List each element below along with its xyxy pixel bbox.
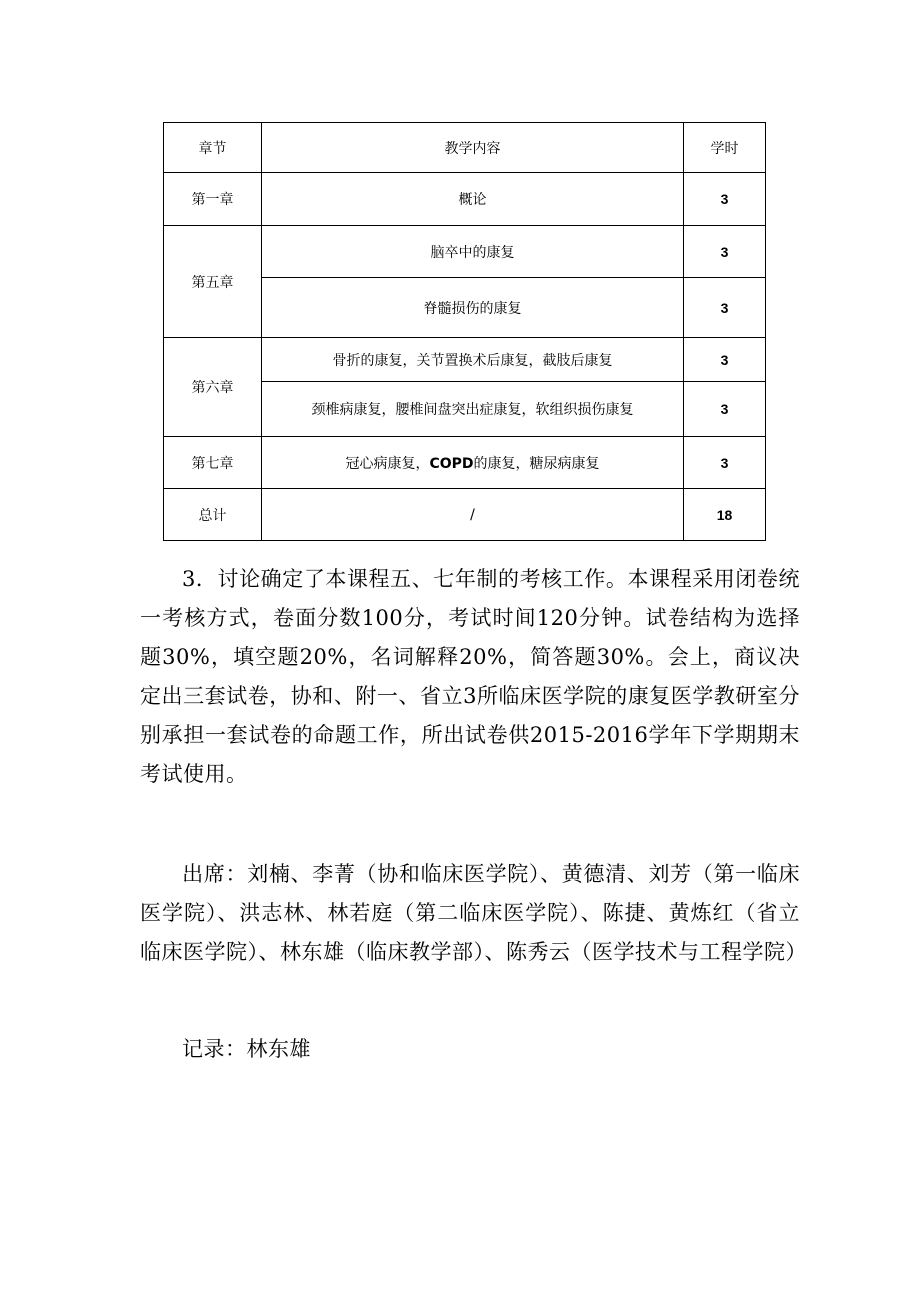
recorder-paragraph-text: 记录：林东雄 (182, 1037, 311, 1061)
exam-paragraph-text: 3．讨论确定了本课程五、七年制的考核工作。本课程采用闭卷统一考核方式，卷面分数100分，考试时间120分钟。试卷结构为选择题30%，填空题20%，名词解释20%，简答题30%。会上，商议决定出三套试卷，协和、附一、省立3所临床医学院的康复医学教研室分别承担一套试卷的命题工作，所出试卷供2015-2016学年下学期期末考试使用。 (140, 567, 800, 786)
hours-cell: 3 (684, 226, 766, 278)
hours-cell: 3 (684, 338, 766, 382)
chapter-cell: 第一章 (164, 173, 262, 226)
content-text-pre: 冠心病康复， (345, 455, 430, 472)
content-text-post: 的康复，糖尿病康复 (473, 455, 600, 472)
table-row (164, 437, 766, 489)
attendees-paragraph-text: 出席：刘楠、李菁（协和临床医学院）、黄德清、刘芳（第一临床医学院）、洪志林、林若庭（第二临床医学院）、陈捷、黄炼红（省立临床医学院）、林东雄（临床教学部）、陈秀云（医学技术与工程学院） (140, 862, 807, 964)
content-cell: 骨折的康复，关节置换术后康复，截肢后康复 (262, 338, 684, 382)
content-text-copd: COPD (429, 455, 474, 472)
header-chapter: 章节 (164, 123, 262, 173)
exam-paragraph (140, 560, 800, 794)
course-schedule-table (163, 122, 766, 541)
hours-cell: 3 (684, 278, 766, 338)
chapter-cell: 第五章 (164, 226, 262, 338)
content-cell: 概论 (262, 173, 684, 226)
chapter-cell: 第六章 (164, 338, 262, 437)
header-hours: 学时 (684, 123, 766, 173)
attendees-paragraph (140, 855, 807, 972)
content-cell (262, 437, 684, 489)
header-content: 教学内容 (262, 123, 684, 173)
total-label-cell: 总计 (164, 489, 262, 541)
content-cell: 脑卒中的康复 (262, 226, 684, 278)
table-header-row (164, 123, 766, 173)
table-total-row (164, 489, 766, 541)
content-cell: 颈椎病康复，腰椎间盘突出症康复，软组织损伤康复 (262, 382, 684, 437)
table-row (164, 226, 766, 278)
total-hours-cell: 18 (684, 489, 766, 541)
hours-cell: 3 (684, 382, 766, 437)
table-row (164, 173, 766, 226)
content-cell: 脊髓损伤的康复 (262, 278, 684, 338)
recorder-paragraph (140, 1030, 800, 1069)
hours-cell: 3 (684, 437, 766, 489)
hours-cell: 3 (684, 173, 766, 226)
chapter-cell: 第七章 (164, 437, 262, 489)
total-content-cell: / (262, 489, 684, 541)
table-row (164, 338, 766, 382)
